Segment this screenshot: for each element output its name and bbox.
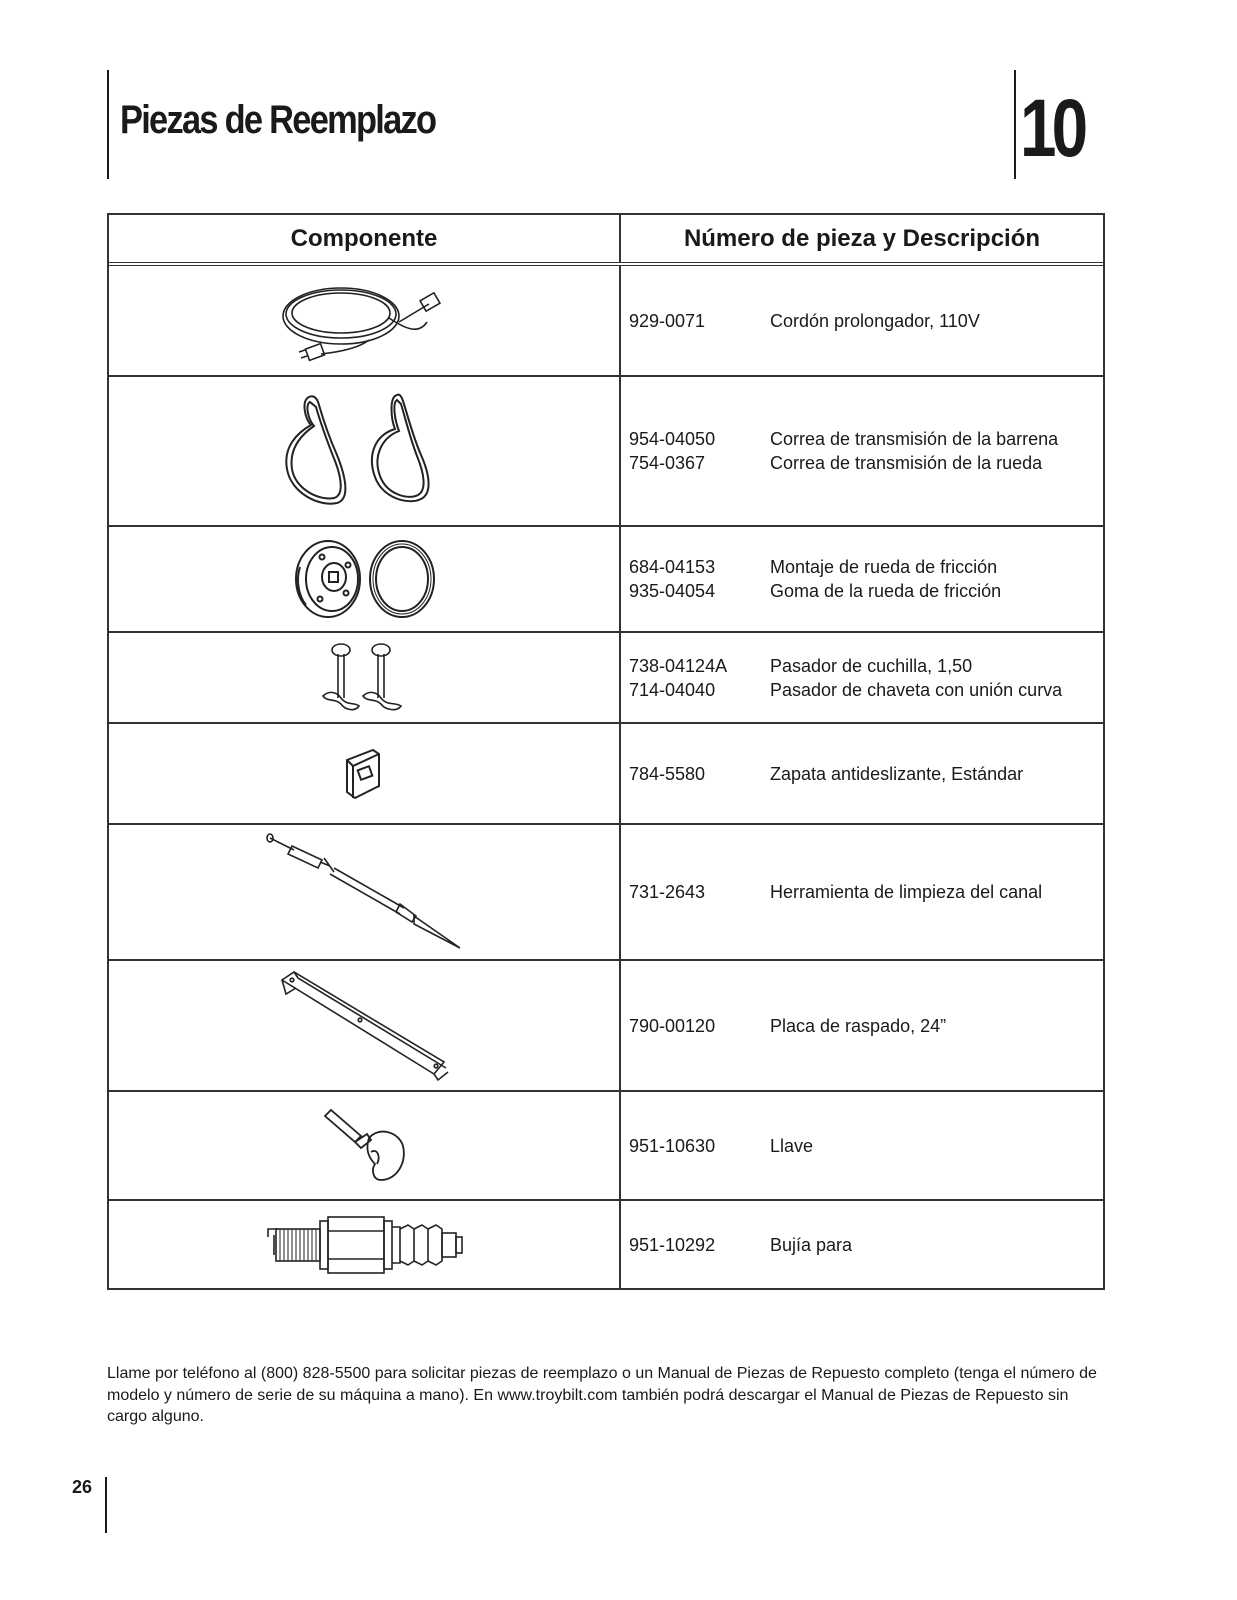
column-header-component: Componente	[109, 215, 621, 262]
part-number: 929-0071	[629, 310, 706, 331]
part-number: 738-04124A	[629, 655, 728, 676]
part-number: 784-5580	[629, 763, 706, 784]
part-line	[629, 1014, 1103, 1038]
part-number: 754-0367	[629, 453, 706, 473]
chute-clean-out-tool-icon	[264, 832, 464, 952]
part-number: 790-00120	[629, 1015, 716, 1036]
column-header-description: Número de pieza y Descripción	[683, 224, 1041, 252]
spark-plug-icon	[264, 1215, 464, 1275]
part-description: Pasador de cuchilla, 1,50	[770, 655, 973, 676]
part-line	[629, 451, 1103, 475]
part-line	[629, 762, 1103, 786]
component-cell	[109, 961, 621, 1090]
part-number: 731-2643	[629, 882, 706, 902]
part-number: 951-10630	[629, 1135, 716, 1156]
description-cell	[621, 527, 1103, 631]
part-description: Bujía para	[770, 1234, 853, 1255]
drive-belts-icon	[279, 389, 449, 513]
part-number: 684-04153	[629, 557, 716, 577]
component-cell	[109, 724, 621, 823]
table-row	[109, 823, 1103, 959]
page-title: Piezas de Reemplazo	[120, 98, 436, 142]
chapter-rule	[1014, 70, 1016, 179]
part-number: 935-04054	[629, 581, 716, 601]
page-number-rule	[105, 1477, 107, 1533]
part-number: 954-04050	[629, 429, 716, 449]
ignition-key-icon	[319, 1108, 409, 1184]
part-line	[629, 678, 1103, 702]
part-description: Herramienta de limpieza del canal	[770, 882, 1043, 902]
table-row	[109, 1199, 1103, 1288]
component-cell	[109, 1092, 621, 1199]
part-line	[629, 427, 1103, 451]
extension-cord-icon	[279, 278, 449, 364]
description-cell	[621, 633, 1103, 722]
part-description: Correa de transmisión de la rueda	[770, 453, 1043, 473]
component-cell	[109, 825, 621, 959]
part-line	[629, 1233, 1103, 1257]
table-row	[109, 266, 1103, 375]
description-cell	[621, 266, 1103, 375]
part-description: Placa de raspado, 24”	[770, 1015, 947, 1036]
parts-table	[107, 213, 1105, 1290]
shear-pins-icon	[319, 640, 409, 716]
component-cell	[109, 266, 621, 375]
part-description: Cordón prolongador, 110V	[770, 310, 980, 331]
table-row	[109, 959, 1103, 1090]
part-line	[629, 880, 1103, 904]
table-header	[109, 215, 1103, 266]
part-description: Goma de la rueda de fricción	[770, 581, 1002, 601]
part-description: Llave	[770, 1135, 814, 1156]
component-cell	[109, 1201, 621, 1288]
table-row	[109, 525, 1103, 631]
part-line	[629, 309, 1103, 333]
friction-wheel-icon	[284, 537, 444, 621]
description-cell	[621, 724, 1103, 823]
description-cell	[621, 1092, 1103, 1199]
description-cell	[621, 377, 1103, 525]
description-cell	[621, 1201, 1103, 1288]
component-cell	[109, 633, 621, 722]
description-cell	[621, 825, 1103, 959]
part-description: Correa de transmisión de la barrena	[770, 429, 1059, 449]
part-line	[629, 579, 1103, 603]
chapter-number: 10	[1020, 83, 1084, 174]
title-rule	[107, 70, 109, 179]
part-number: 714-04040	[629, 679, 716, 700]
description-cell	[621, 961, 1103, 1090]
part-description: Pasador de chaveta con unión curva	[770, 679, 1063, 700]
shave-plate-icon	[274, 968, 454, 1084]
part-line	[629, 654, 1103, 678]
skid-shoe-icon	[339, 746, 389, 802]
table-row	[109, 1090, 1103, 1199]
component-cell	[109, 377, 621, 525]
part-line	[629, 555, 1103, 579]
table-row	[109, 375, 1103, 525]
page-number: 26	[72, 1477, 93, 1497]
component-cell	[109, 527, 621, 631]
ordering-note: Llame por teléfono al (800) 828-5500 para solicitar piezas de reemplazo o un Manual de Piezas de Repuesto completo (tenga el número de modelo y número de serie de su máquina a mano). En www.troybilt.com también podrá descargar el Manual de Piezas de Repuesto sin cargo alguno.	[107, 1365, 1097, 1425]
part-number: 951-10292	[629, 1234, 716, 1255]
part-line	[629, 1134, 1103, 1158]
table-row	[109, 722, 1103, 823]
part-description: Zapata antideslizante, Estándar	[770, 763, 1024, 784]
part-description: Montaje de rueda de fricción	[770, 557, 998, 577]
table-row	[109, 631, 1103, 722]
